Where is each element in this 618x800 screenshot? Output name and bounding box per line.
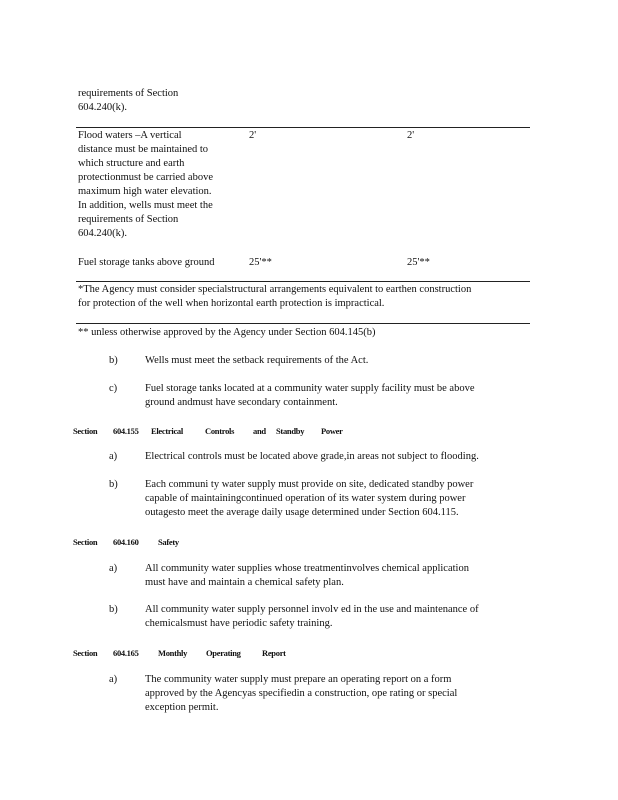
list-item-line: outagesto meet the average daily usage determined under Section 604.115. xyxy=(145,507,459,518)
table-cell-line: maximum high water elevation. xyxy=(78,186,212,197)
list-item xyxy=(145,562,525,590)
table-cell-distance: 25'** xyxy=(249,257,272,268)
section-title-word: Power xyxy=(321,426,343,436)
table-footnote-1 xyxy=(78,283,471,311)
section-title-word: Standby xyxy=(276,426,305,436)
table-cell-distance: 25'** xyxy=(407,257,430,268)
table-row-continuation xyxy=(78,87,178,115)
table-cell-distance: 2' xyxy=(249,130,257,141)
list-item-line: approved by the Agencyas specifiedin a construction, ope rating or special xyxy=(145,688,458,699)
section-title-word: Electrical xyxy=(151,426,183,436)
table-rule xyxy=(76,281,530,282)
table-cell-line: distance must be maintained to xyxy=(78,144,209,155)
list-item-line: All community water supply personnel involv ed in the use and maintenance of xyxy=(145,604,479,615)
table-cell-line: which structure and earth xyxy=(78,158,185,169)
list-item-line: Each communi ty water supply must provide on site, dedicated standby power xyxy=(145,479,474,490)
section-number: 604.155 xyxy=(113,426,139,436)
section-label: Section xyxy=(73,426,98,436)
list-item xyxy=(145,382,525,410)
table-cell-line: requirements of Section xyxy=(78,88,179,99)
section-title-word: Operating xyxy=(206,648,241,658)
table-rule xyxy=(76,127,530,128)
table-cell-line: protectionmust be carried above xyxy=(78,172,213,183)
section-title-word: Controls xyxy=(205,426,235,436)
section-title-word: and xyxy=(253,426,266,436)
list-item xyxy=(145,673,525,715)
list-item-label: a) xyxy=(109,451,118,462)
table-cell-line: In addition, wells must meet the xyxy=(78,200,213,211)
list-item-label: a) xyxy=(109,674,118,685)
section-number: 604.165 xyxy=(113,648,139,658)
list-item-line: Fuel storage tanks located at a community water supply facility must be above xyxy=(145,383,475,394)
table-cell-line: requirements of Section xyxy=(78,214,179,225)
list-item-line: ground andmust have secondary containment. xyxy=(145,397,338,408)
section-label: Section xyxy=(73,648,98,658)
table-rule xyxy=(76,323,530,324)
section-title-word: Safety xyxy=(158,537,179,547)
footnote-line: for protection of the well when horizontal earth protection is impractical. xyxy=(78,298,385,309)
table-row-fuel-storage: Fuel storage tanks above ground xyxy=(78,257,215,268)
list-item-line: must have and maintain a chemical safety plan. xyxy=(145,577,344,588)
section-label: Section xyxy=(73,537,98,547)
list-item-line: chemicalsmust have periodic safety training. xyxy=(145,618,333,629)
list-item-line: The community water supply must prepare an operating report on a form xyxy=(145,674,452,685)
list-item-label: b) xyxy=(109,604,118,615)
list-item-label: b) xyxy=(109,479,118,490)
table-cell-distance: 2' xyxy=(407,130,415,141)
list-item-line: capable of maintainingcontinued operation of its water system during power xyxy=(145,493,466,504)
list-item xyxy=(145,354,525,368)
list-item-line: All community water supplies whose treatmentinvolves chemical application xyxy=(145,563,469,574)
footnote-line: *The Agency must consider specialstructural arrangements equivalent to earthen construction xyxy=(78,284,472,295)
table-row-flood-waters xyxy=(78,129,213,241)
list-item-line: Electrical controls must be located above grade,in areas not subject to flooding. xyxy=(145,451,479,462)
table-footnote-2: ** unless otherwise approved by the Agency under Section 604.145(b) xyxy=(78,327,376,338)
list-item xyxy=(145,450,525,464)
table-cell-line: 604.240(k). xyxy=(78,228,127,239)
table-cell-line: 604.240(k). xyxy=(78,102,127,113)
section-title-word: Report xyxy=(262,648,286,658)
section-title-word: Monthly xyxy=(158,648,188,658)
section-number: 604.160 xyxy=(113,537,139,547)
list-item-label: a) xyxy=(109,563,118,574)
list-item xyxy=(145,478,525,520)
list-item-line: Wells must meet the setback requirements of the Act. xyxy=(145,355,369,366)
list-item-label: b) xyxy=(109,355,118,366)
list-item-label: c) xyxy=(109,383,118,394)
list-item-line: exception permit. xyxy=(145,702,219,713)
list-item xyxy=(145,603,525,631)
table-cell-line: Flood waters –A vertical xyxy=(78,130,182,141)
